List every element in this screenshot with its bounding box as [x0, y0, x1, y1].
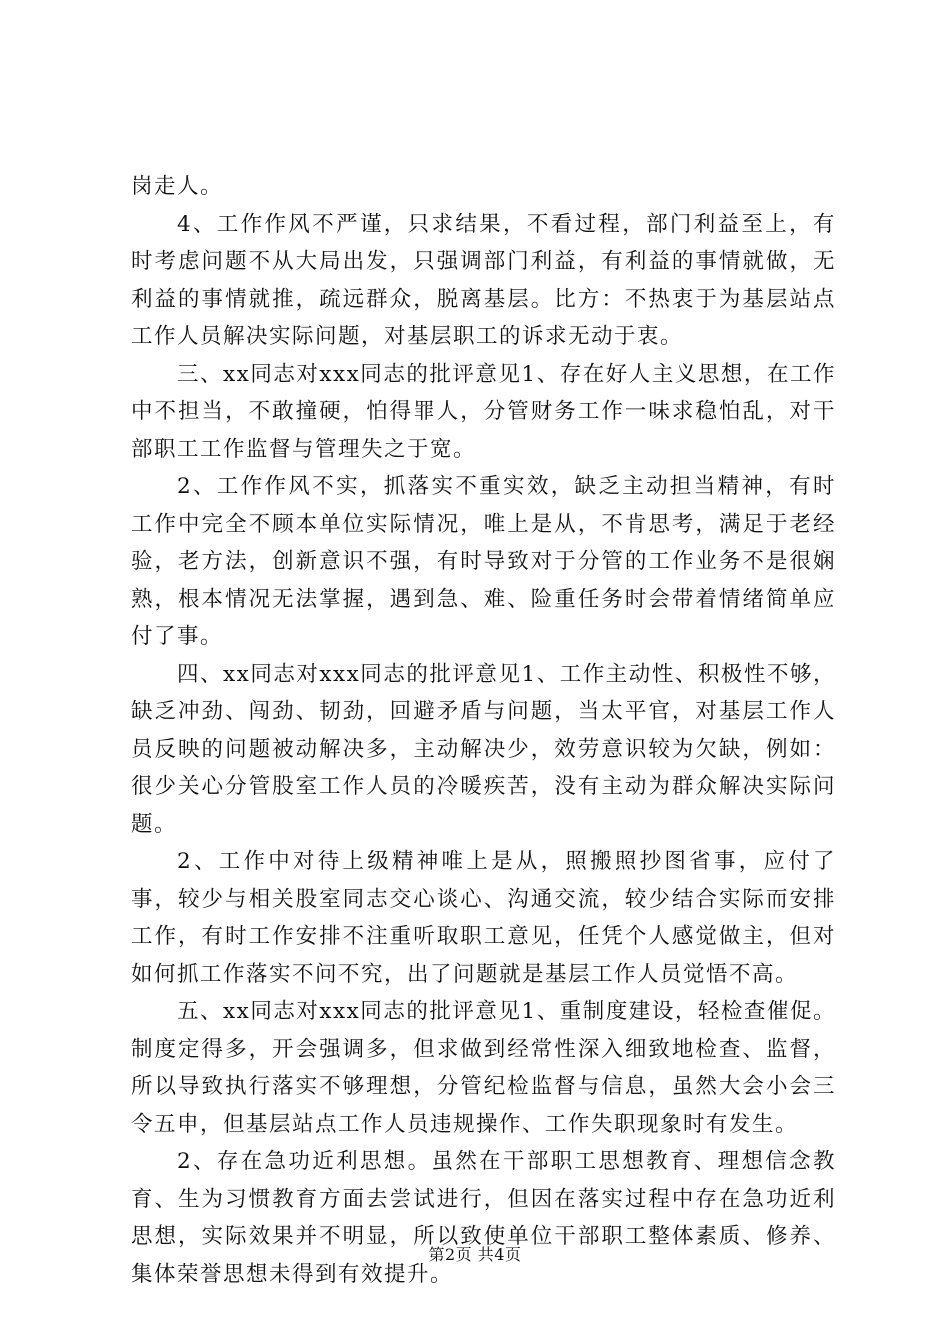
paragraph: 岗走人。 [131, 174, 224, 199]
paragraph: 4、工作作风不严谨，只求结果，不看过程，部门利益至上，有时考虑问题不从大局出发，只强调部门利益，有利益的事情就做，无利益的事情就推，疏远群众，脱离基层。比方：不热衷于为基层站点工作人员解决实际问题，对基层职工的诉求无动于衷。 [131, 211, 836, 349]
paragraph: 五、xx同志对xxx同志的批评意见1、重制度建设，轻检查催促。制度定得多，开会强调多，但求做到经常性深入细致地检查、监督，所以导致执行落实不够理想，分管纪检监督与信息，虽然大会小会三令五申，但基层站点工作人员违规操作、工作失职现象时有发生。 [131, 999, 836, 1137]
paragraph: 2、工作中对待上级精神唯上是从，照搬照抄图省事，应付了事，较少与相关股室同志交心谈心、沟通交流，较少结合实际而安排工作，有时工作安排不注重听取职工意见，任凭个人感觉做主，但对如何抓工作落实不问不究，出了问题就是基层工作人员觉悟不高。 [131, 849, 836, 987]
document-body [131, 168, 836, 1293]
paragraph: 四、xx同志对xxx同志的批评意见1、工作主动性、积极性不够，缺乏冲劲、闯劲、韧劲，回避矛盾与问题，当太平官，对基层工作人员反映的问题被动解决多，主动解决少，效劳意识较为欠缺，例如：很少关心分管股室工作人员的冷暖疾苦，没有主动为群众解决实际问题。 [131, 661, 836, 837]
paragraph: 2、存在急功近利思想。虽然在干部职工思想教育、理想信念教育、生为习惯教育方面去尝试进行，但因在落实过程中存在急功近利思想，实际效果并不明显，所以致使单位干部职工整体素质、修养、集体荣誉思想未得到有效提升。 [131, 1149, 836, 1287]
paragraph: 2、工作作风不实，抓落实不重实效，缺乏主动担当精神，有时工作中完全不顾本单位实际情况，唯上是从，不肯思考，满足于老经验，老方法，创新意识不强，有时导致对于分管的工作业务不是很娴熟，根本情况无法掌握，遇到急、难、险重任务时会带着情绪简单应付了事。 [131, 474, 836, 649]
paragraph: 三、xx同志对xxx同志的批评意见1、存在好人主义思想，在工作中不担当，不敢撞硬，怕得罪人，分管财务工作一味求稳怕乱，对干部职工工作监督与管理失之于宽。 [131, 361, 836, 462]
page-footer [0, 1244, 950, 1266]
page-number: 第2页 共4页 [428, 1245, 522, 1264]
